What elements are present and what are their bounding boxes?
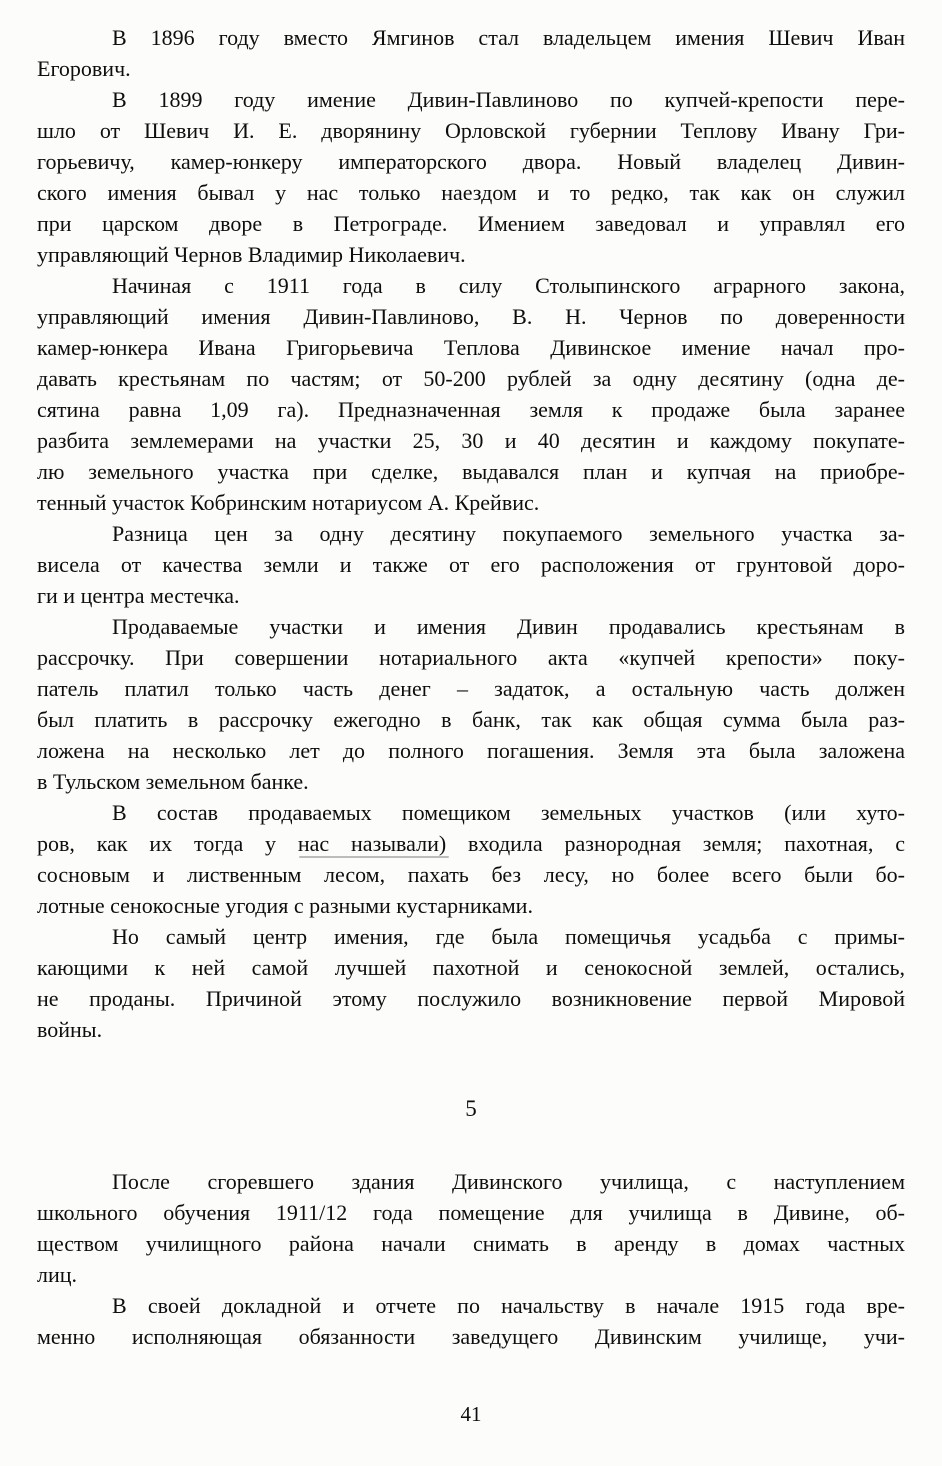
paragraph [37,611,905,797]
text-line: шло от Шевич И. Е. дворянину Орловской губернии Теплову Ивану Гри- [37,118,905,143]
text-line: был платить в рассрочку ежегодно в банк, так как общая сумма была раз- [37,707,905,732]
text-line: В своей докладной и отчете по начальству в начале 1915 года вре- [112,1293,905,1318]
text-line: После сгоревшего здания Дивинского училища, с наступлением [112,1169,905,1194]
text-line: разбита землемерами на участки 25, 30 и 40 десятин и каждому покупате- [37,428,905,453]
text-line: ложена на несколько лет до полного погашения. Земля эта была заложена [37,738,905,763]
text-line: войны. [37,1017,103,1042]
text-line: камер-юнкера Ивана Григорьевича Теплова Дивинское имение начал про- [37,335,905,360]
text-block-lower [37,1166,905,1352]
text-line: лотные сенокосные угодия с разными кустарниками. [37,893,533,918]
text-line: ского имения бывал у нас только наездом и то редко, так как он служил [37,180,905,205]
text-line: тенный участок Кобринским нотариусом А. Крейвис. [37,490,540,515]
text-line: давать крестьянам по частям; от 50-200 рублей за одну десятину (одна де- [37,366,905,391]
text-line: лю земельного участка при сделке, выдавался план и купчая на приобре- [37,459,905,484]
text-line: не проданы. Причиной этому послужило возникновение первой Мировой [37,986,905,1011]
text-line: В состав продаваемых помещиком земельных участков (или хуто- [112,800,905,825]
text-line: управляющий имения Дивин-Павлиново, В. Н. Чернов по доверенности [37,304,905,329]
text-line: в Тульском земельном банке. [37,769,309,794]
section-heading: 5 [465,1096,477,1121]
paragraph [37,270,905,518]
paragraph [37,22,905,84]
text-line: горьевичу, камер-юнкеру императорского двора. Новый владелец Дивин- [37,149,905,174]
text-line: Продаваемые участки и имения Дивин продавались крестьянам в [112,614,905,639]
text-line: Егорович. [37,56,131,81]
text-line: ров, как их тогда у нас называли) входила разнородная земля; пахотная, с [37,831,905,856]
paragraph [37,1166,905,1290]
scan-artifact-line [299,856,449,858]
text-line: патель платил только часть денег – задаток, а остальную часть должен [37,676,905,701]
paragraph [37,797,905,921]
text-line: Но самый центр имения, где была помещичья усадьба с примы- [112,924,905,949]
text-line: менно исполняющая обязанности заведущего Дивинским училище, учи- [37,1324,905,1349]
text-line: при царском дворе в Петрограде. Имением заведовал и управлял его [37,211,905,236]
text-line: В 1899 году имение Дивин-Павлиново по купчей-крепости пере- [112,87,905,112]
text-line: Разница цен за одну десятину покупаемого земельного участка за- [112,521,905,546]
text-line: школьного обучения 1911/12 года помещение для училища в Дивине, об- [37,1200,905,1225]
paragraph [37,84,905,270]
text-line: кающими к ней самой лучшей пахотной и сенокосной землей, остались, [37,955,905,980]
page-number: 41 [460,1402,482,1426]
text-line: сятина равна 1,09 га). Предназначенная земля к продаже была заранее [37,397,905,422]
paragraph [37,1290,905,1352]
paragraph [37,921,905,1045]
text-line: висела от качества земли и также от его расположения от грунтовой доро- [37,552,905,577]
text-line: Начиная с 1911 года в силу Столыпинского аграрного закона, [112,273,905,298]
text-line: В 1896 году вместо Ямгинов стал владельцем имения Шевич Иван [112,25,905,50]
text-line: лиц. [37,1262,78,1287]
text-block-upper [37,22,905,1045]
text-line: ществом училищного района начали снимать в аренду в домах частных [37,1231,905,1256]
text-line: управляющий Чернов Владимир Николаевич. [37,242,466,267]
text-line: ги и центра местечка. [37,583,240,608]
text-line: сосновым и лиственным лесом, пахать без лесу, но более всего были бо- [37,862,905,887]
text-line: рассрочку. При совершении нотариального акта «купчей крепости» поку- [37,645,905,670]
paragraph [37,518,905,611]
